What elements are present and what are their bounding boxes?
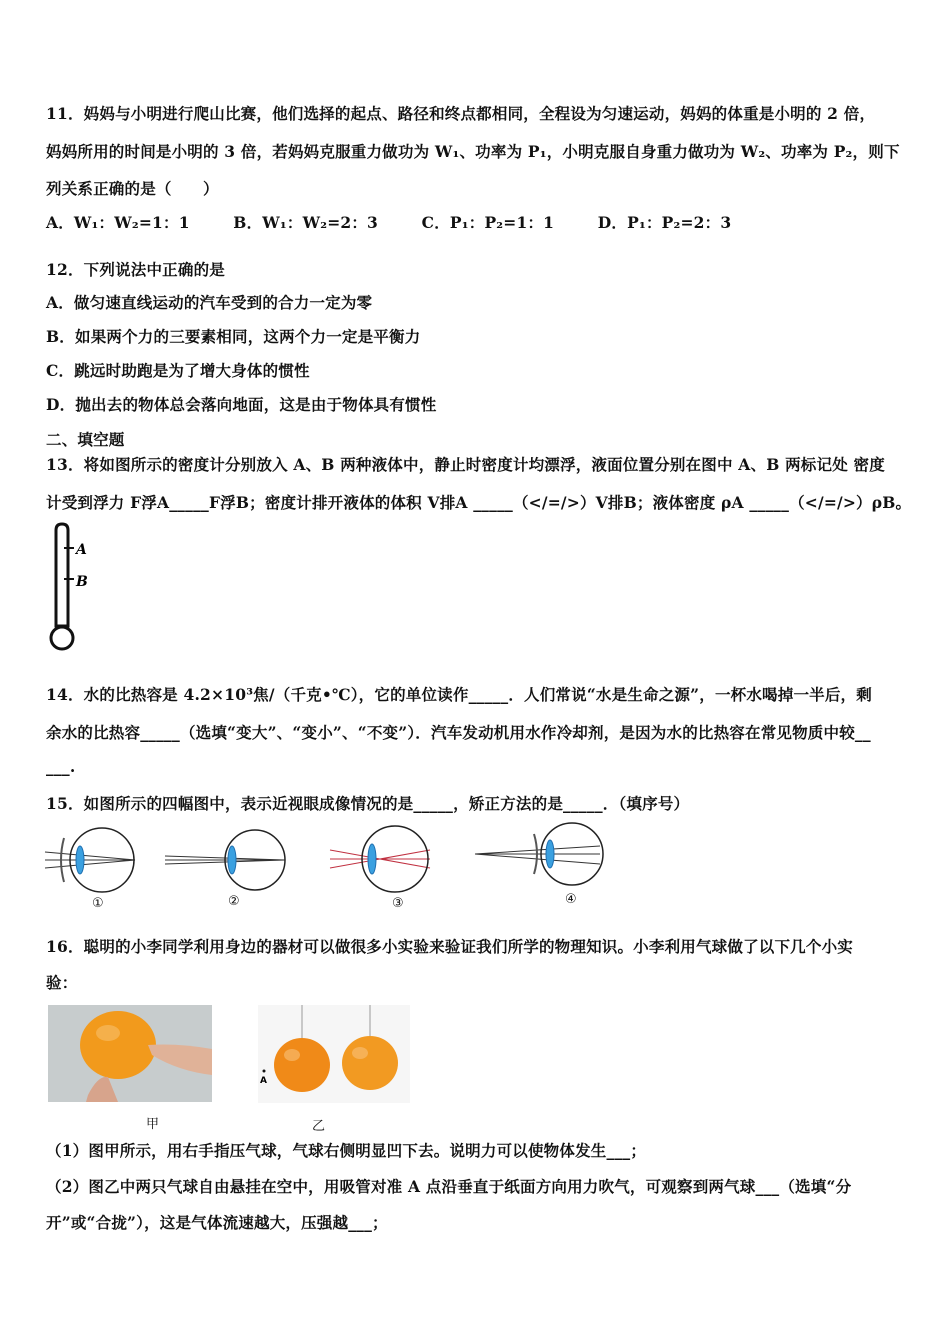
- q11-option-c: C．P₁：P₂=1：1: [421, 213, 555, 232]
- balloon-photo-a: [48, 1005, 212, 1102]
- eye-diagram-2: [160, 826, 290, 896]
- q11-option-b: B．W₁：W₂=2：3: [233, 213, 379, 232]
- q12-option-b: B．如果两个力的三要素相同，这两个力一定是平衡力: [46, 327, 421, 346]
- q12-option-a: A．做匀速直线运动的汽车受到的合力一定为零: [46, 293, 373, 312]
- q13-line-1: 13．将如图所示的密度计分别放入 A、B 两种液体中，静止时密度计均漂浮，液面位置分别在图中 A、B 两标记处 密度: [46, 455, 885, 474]
- q11-line-2: 妈妈所用的时间是小明的 3 倍，若妈妈克服重力做功为 W₁、功率为 P₁，小明克服自身重力做功为 W₂、功率为 P₂，则下: [46, 142, 900, 161]
- q12-option-d: D．抛出去的物体总会落向地面，这是由于物体具有惯性: [46, 395, 437, 414]
- q11-option-d: D．P₁：P₂=2：3: [597, 213, 732, 232]
- caption-b: 乙: [312, 1119, 326, 1134]
- photo-mark-a: A: [260, 1076, 267, 1086]
- q16-sub-1: （1）图甲所示，用右手指压气球，气球右侧明显凹下去。说明力可以使物体发生___；: [46, 1141, 647, 1160]
- q11-line-1: 11．妈妈与小明进行爬山比赛，他们选择的起点、路径和终点都相同，全程设为匀速运动，妈妈的体重是小明的 2 倍，: [46, 104, 876, 123]
- mark-b-label: B: [76, 574, 88, 590]
- q16-sub-3: 开”或“合拢”），这是气体流速越大，压强越___；: [46, 1213, 388, 1232]
- eye-diagram-4: [470, 822, 610, 894]
- eye-label-1: ①: [92, 896, 104, 911]
- q14-line-1: 14．水的比热容是 4.2×10³焦/（千克•℃），它的单位读作_____．人们常说“水是生命之源”，一杯水喝掉一半后，剩: [46, 685, 872, 704]
- q16-line-1: 16．聪明的小李同学利用身边的器材可以做很多小实验来验证我们所学的物理知识。小李利用气球做了以下几个小实: [46, 937, 853, 956]
- q16-sub-2: （2）图乙中两只气球自由悬挂在空中，用吸管对准 A 点沿垂直于纸面方向用力吹气，可观察到两气球___（选填“分: [46, 1177, 852, 1196]
- q12-stem: 12．下列说法中正确的是: [46, 260, 225, 279]
- caption-a: 甲: [146, 1117, 160, 1132]
- q11-option-a: A．W₁：W₂=1：1: [46, 213, 190, 232]
- mark-a-label: A: [76, 542, 87, 558]
- eye-diagram-3: [325, 824, 435, 898]
- hydrometer-figure: [40, 522, 100, 657]
- q14-line-3: ___.: [46, 757, 76, 776]
- section-title: 二、填空题: [46, 430, 125, 449]
- q11-options: [46, 211, 906, 233]
- q14-line-2: 余水的比热容_____（选填“变大”、“变小”、“不变”）．汽车发动机用水作冷却剂，是因为水的比热容在常见物质中较__: [46, 723, 871, 742]
- q15-stem: 15．如图所示的四幅图中，表示近视眼成像情况的是_____，矫正方法的是_____．（填序号）: [46, 794, 690, 813]
- eye-label-4: ④: [565, 892, 577, 907]
- q11-line-3: 列关系正确的是（ ）: [46, 179, 219, 198]
- q16-line-2: 验：: [46, 973, 78, 992]
- eye-label-2: ②: [228, 894, 240, 909]
- eye-diagram-1: [40, 826, 140, 896]
- eye-label-3: ③: [392, 896, 404, 911]
- balloon-photo-b: [258, 1005, 410, 1103]
- q13-line-2: 计受到浮力 F浮A_____F浮B；密度计排开液体的体积 V排A _____（</=/>）V排B；液体密度 ρA _____（</=/>）ρB。: [46, 493, 912, 512]
- q12-option-c: C．跳远时助跑是为了增大身体的惯性: [46, 361, 310, 380]
